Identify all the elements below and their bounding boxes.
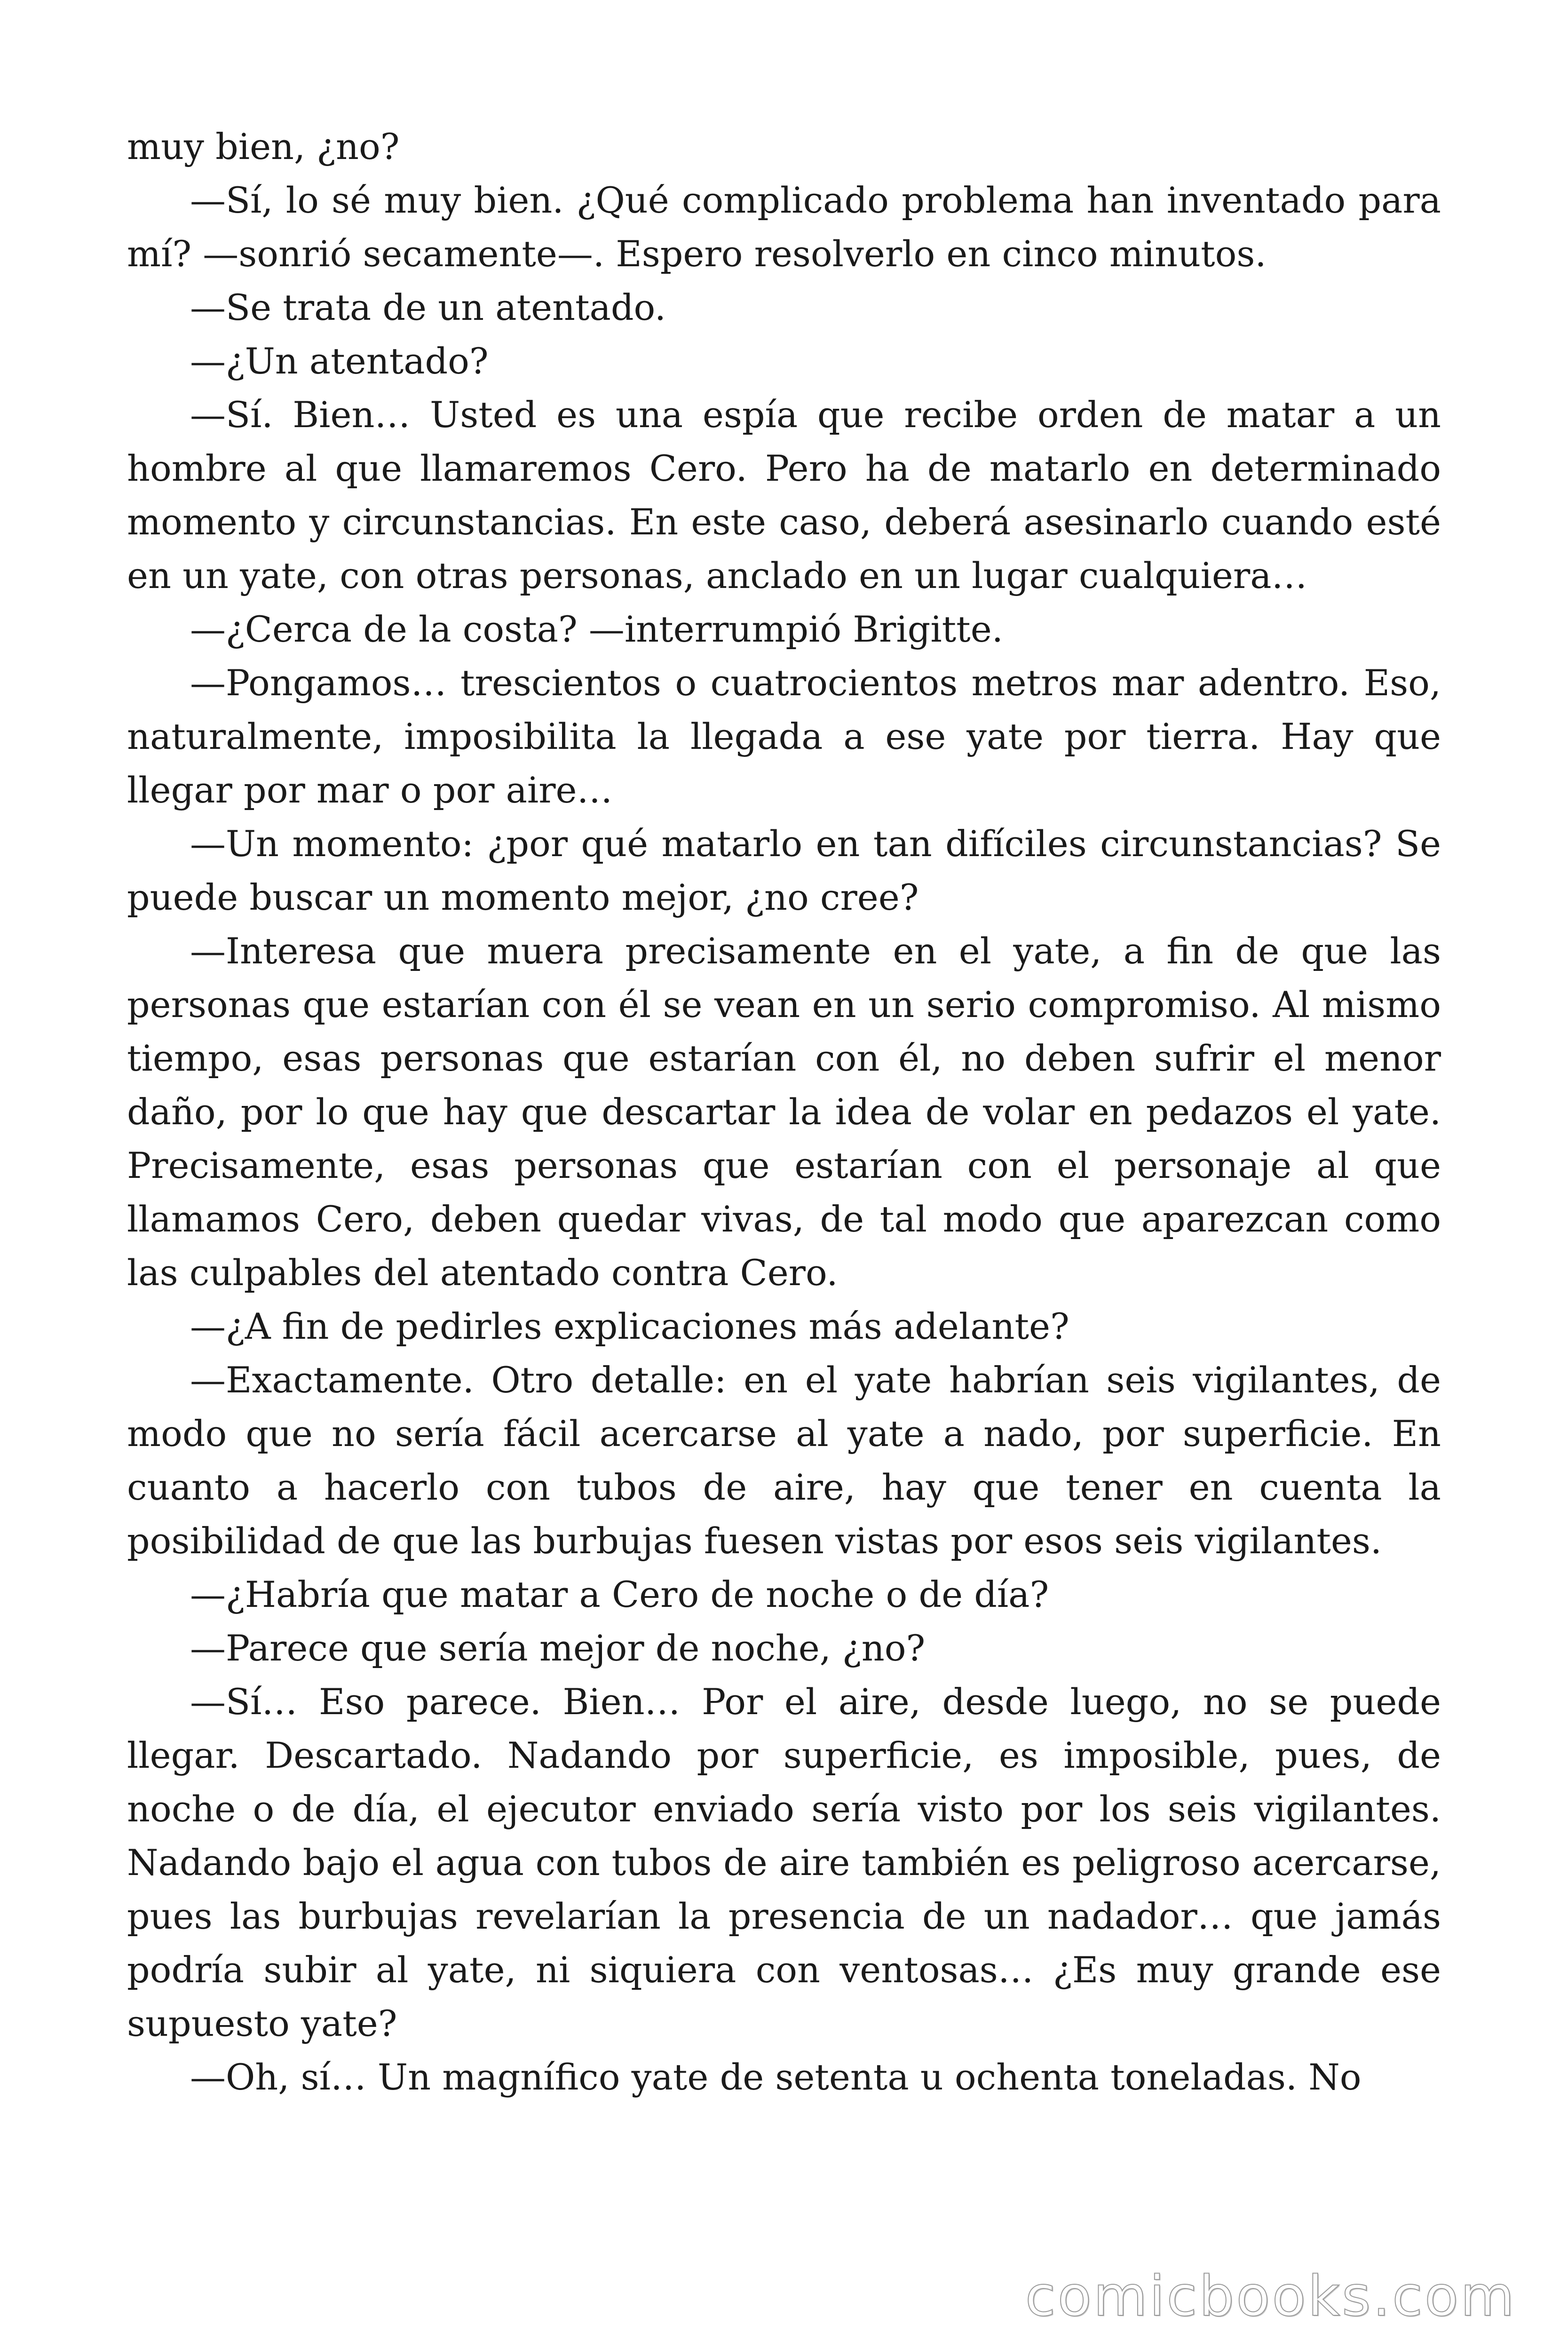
paragraph-continuation: muy bien, ¿no? bbox=[127, 126, 400, 167]
paragraph: —Se trata de un atentado. bbox=[190, 286, 666, 328]
paragraph: —Sí, lo sé muy bien. ¿Qué complicado problema han inventado para mí? —sonrió secamente—. Espero resolverlo en cinco minutos. bbox=[127, 179, 1441, 275]
watermark: comicbooks.com bbox=[1025, 2264, 1516, 2328]
paragraph: —¿Cerca de la costa? —interrumpió Brigitte. bbox=[190, 608, 1003, 650]
paragraph: —¿A fin de pedirles explicaciones más adelante? bbox=[190, 1305, 1069, 1347]
paragraph: —Oh, sí… Un magnífico yate de setenta u ochenta toneladas. No bbox=[190, 2056, 1362, 2098]
book-page-text bbox=[127, 120, 1441, 2104]
paragraph: —Exactamente. Otro detalle: en el yate habrían seis vigilantes, de modo que no sería fácil acercarse al yate a nado, por superficie. En cuanto a hacerlo con tubos de aire, hay que tener en cuenta la posibilidad de que las burbujas fuesen vistas por esos seis vigilantes. bbox=[127, 1359, 1441, 1562]
paragraph: —¿Un atentado? bbox=[190, 340, 489, 382]
paragraph: —Un momento: ¿por qué matarlo en tan difíciles circunstancias? Se puede buscar un momento mejor, ¿no cree? bbox=[127, 823, 1441, 918]
paragraph: —Sí… Eso parece. Bien… Por el aire, desde luego, no se puede llegar. Descartado. Nadando por superficie, es imposible, pues, de noche o de día, el ejecutor enviado sería visto por los seis vigilantes. Nadando bajo el agua con tubos de aire también es peligroso acercarse, pues las burbujas revelarían la presencia de un nadador… que jamás podría subir al yate, ni siquiera con ventosas… ¿Es muy grande ese supuesto yate? bbox=[127, 1681, 1441, 2044]
paragraph: —Parece que sería mejor de noche, ¿no? bbox=[190, 1627, 926, 1669]
paragraph: —Pongamos… trescientos o cuatrocientos metros mar adentro. Eso, naturalmente, imposibilita la llegada a ese yate por tierra. Hay que llegar por mar o por aire… bbox=[127, 662, 1441, 811]
paragraph: —Interesa que muera precisamente en el yate, a fin de que las personas que estarían con él se vean en un serio compromiso. Al mismo tiempo, esas personas que estarían con él, no deben sufrir el menor daño, por lo que hay que descartar la idea de volar en pedazos el yate. Precisamente, esas personas que estarían con el personaje al que llamamos Cero, deben quedar vivas, de tal modo que aparezcan como las culpables del atentado contra Cero. bbox=[127, 930, 1441, 1294]
paragraph: —¿Habría que matar a Cero de noche o de día? bbox=[190, 1573, 1049, 1615]
paragraph: —Sí. Bien… Usted es una espía que recibe orden de matar a un hombre al que llamaremos Cero. Pero ha de matarlo en determinado momento y circunstancias. En este caso, deberá asesinarlo cuando esté en un yate, con otras personas, anclado en un lugar cualquiera… bbox=[127, 394, 1441, 596]
